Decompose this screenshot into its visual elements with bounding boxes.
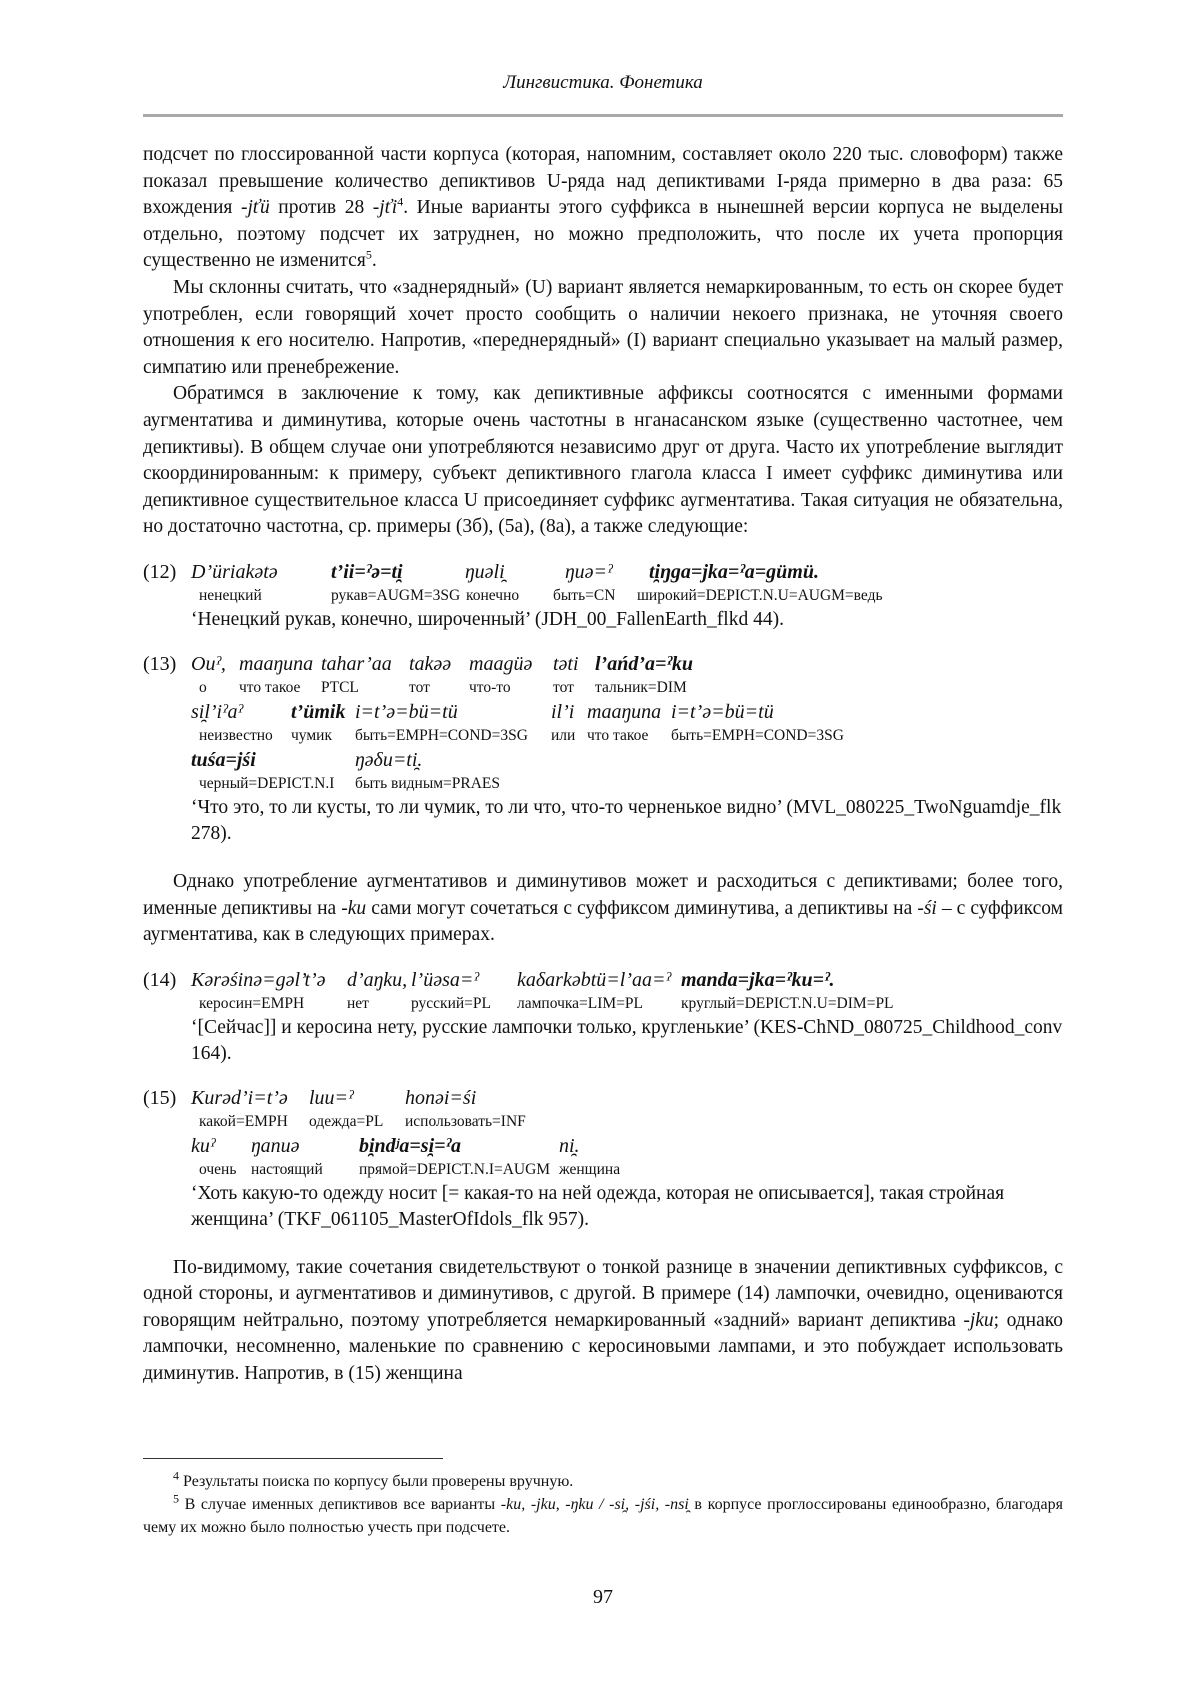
gloss: ненецкий <box>199 586 262 604</box>
example-word-bold: l’ańd’a=ˀku <box>595 652 694 675</box>
gloss: русский=PL <box>411 994 492 1012</box>
gloss: круглый=DEPICT.N.U=DIM=PL <box>681 994 894 1012</box>
translation: ‘[Сейчас]] и керосина нету, русские лампочки только, кругленькие’ (KES-ChND_080725_Childhood_conv 164). <box>191 1016 1063 1064</box>
gloss-line <box>143 677 1063 699</box>
example-12 <box>143 559 1063 633</box>
gloss-line <box>143 993 1063 1015</box>
footnote-ref-4[interactable]: 4 <box>397 194 404 209</box>
example-word: il’i <box>551 700 575 723</box>
gloss: о <box>199 678 207 696</box>
example-word: Kurəd’i=t’ə <box>191 1086 288 1109</box>
text-span: . <box>371 250 377 272</box>
footnote-5 <box>143 1493 1063 1539</box>
example-word: tahar’aa <box>321 652 392 675</box>
gloss: использовать=INF <box>405 1112 526 1130</box>
example-14 <box>143 967 1063 1067</box>
text-span: Однако употребление аугментативов и диминутивов может и расходиться с депиктивами; более того, именные депиктивы на <box>143 870 1063 919</box>
suffix-term: -jťü <box>240 197 270 219</box>
example-word: luu=ˀ <box>309 1086 354 1109</box>
text-span: подсчет по глоссированной части корпуса (которая, напомним, составляет около 220 тыс. словоформ) также показал превышение количество депиктивов U-ряда над депиктивами I-ряда примерно в два раза: 65 вхождения <box>143 144 1063 219</box>
paragraph-3: Обратимся в заключение к тому, как депиктивные аффиксы соотносятся с именными формами аугментатива и диминутива, которые очень частотны в нганасанском языке (существенно частотнее, чем депиктивы). В общем случае они употребляются независимо друг от друга. Часто их употребление выглядит скоординированным: к примеру, субъект депиктивного глагола класса I имеет суффикс диминутива или депиктивное существительное класса U присоединяет суффикс аугментатива. Такая ситуация не обязательна, но достаточно частотна, ср. примеры (3б), (5а), (8а), а также следующие: <box>143 383 1063 538</box>
gloss-line <box>143 585 1063 607</box>
footnote-mark: 4 <box>173 1468 179 1483</box>
gloss: неизвестно <box>199 726 273 744</box>
gloss: быть=EMPH=COND=3SG <box>671 726 844 744</box>
translation: ‘Что это, то ли кусты, то ли чумик, то ли что, что-то черненькое видно’ (MVL_080225_TwoNguamdje_flk 278). <box>191 796 1062 844</box>
example-word-bold: tuśa=jśi <box>191 748 256 771</box>
gloss: одежда=PL <box>309 1112 384 1130</box>
page-number: 97 <box>593 1586 613 1608</box>
paragraph-1 <box>143 142 1063 275</box>
gloss: лампочка=LIM=PL <box>517 994 644 1012</box>
example-word: honəi=śi <box>405 1086 477 1109</box>
gloss-line <box>143 725 1063 747</box>
example-word: kuˀ <box>191 1134 216 1157</box>
example-number: (15) <box>143 1086 177 1109</box>
gloss: тот <box>409 678 430 696</box>
gloss: рукав=AUGM=3SG <box>331 586 461 604</box>
suffix-term: -ku, -jku, -ŋku / -si̯, -jśi, -nsi̯ <box>500 1496 689 1513</box>
text-span: против 28 <box>269 197 373 219</box>
footnote-ref-5[interactable]: 5 <box>365 247 372 262</box>
example-word: kaδarkəbtü=l’aa=ˀ <box>517 968 671 991</box>
example-number: (14) <box>143 968 177 991</box>
example-15 <box>143 1085 1063 1233</box>
gloss: что такое <box>587 726 649 744</box>
example-word: i=t’ə=bü=tü <box>671 700 774 723</box>
footnote-text: Результаты поиска по корпусу были проверены вручную. <box>183 1473 574 1490</box>
example-word-bold: manda=jka=ˀku=ˀ. <box>681 968 835 991</box>
paragraph-4 <box>143 869 1063 949</box>
example-number: (13) <box>143 652 177 675</box>
example-word: d’aŋku, <box>347 968 408 991</box>
gloss: конечно <box>466 586 520 604</box>
paragraph-5 <box>143 1255 1063 1388</box>
example-line <box>143 747 1063 773</box>
example-word-bold: t’ii=ˀə=ti̯ <box>331 560 403 583</box>
example-line <box>143 699 1063 725</box>
gloss: прямой=DEPICT.N.I=AUGM <box>359 1160 551 1178</box>
suffix-term: -jku <box>963 1309 994 1331</box>
example-word: maagüə <box>469 652 533 675</box>
example-word-bold: ti̯ŋga=jka=ˀa=gümü. <box>649 560 819 583</box>
example-line <box>143 651 1063 677</box>
example-word-bold: bi̯ndʲa=si̯=ˀa <box>359 1134 462 1157</box>
gloss: настоящий <box>251 1160 323 1178</box>
example-word: təti <box>553 652 579 675</box>
example-word: maaŋuna <box>587 700 662 723</box>
gloss: или <box>551 726 576 744</box>
example-13 <box>143 651 1063 847</box>
example-word: ŋuə=ˀ <box>565 560 613 583</box>
example-word: Kərəśinə=gəl’t’ə <box>191 968 326 991</box>
text-span: ; однако лампочки, несомненно, маленькие по сравнению с керосиновыми лампами, и это побуждает использовать диминутив. Напротив, в (15) женщина <box>143 1309 1063 1385</box>
example-word: ni̯. <box>559 1134 580 1157</box>
example-word: D’üriakətə <box>191 560 278 583</box>
gloss: очень <box>199 1160 237 1178</box>
main-text <box>143 142 1063 1388</box>
gloss-line <box>143 773 1063 795</box>
translation: ‘Хоть какую-то одежду носит [= какая-то на ней одежда, которая не описывается], такая стройная женщина’ (TKF_061105_MasterOfIdols_flk 957). <box>191 1182 1005 1230</box>
translation: ‘Ненецкий рукав, конечно, широченный’ (JDH_00_FallenEarth_flkd 44). <box>191 608 784 630</box>
example-word-bold: t’ümik <box>291 700 346 723</box>
running-header: Лингвистика. Фонетика <box>503 72 703 93</box>
example-line <box>143 967 1063 993</box>
gloss: чумик <box>291 726 332 744</box>
gloss: широкий=DEPICT.N.U=AUGM=ведь <box>637 586 883 604</box>
gloss: PTCL <box>321 678 359 696</box>
gloss: женщина <box>559 1160 621 1178</box>
gloss: быть=CN <box>553 586 616 604</box>
example-word: l’üəsa=ˀ <box>411 968 479 991</box>
example-line <box>143 1133 1063 1159</box>
footnote-rule <box>143 1458 443 1459</box>
gloss: черный=DEPICT.N.I <box>199 774 335 792</box>
gloss: быть=EMPH=COND=3SG <box>355 726 528 744</box>
text-span: сами могут сочетаться с суффиксом диминутива, а депиктивы на <box>366 897 918 919</box>
suffix-term: -śi <box>917 897 937 919</box>
example-word: Ouˀ, <box>191 652 226 675</box>
footnote-mark: 5 <box>173 1491 179 1506</box>
gloss-line <box>143 1159 1063 1181</box>
suffix-term: -jťi <box>372 197 398 219</box>
footnote-text: В случае именных депиктивов все варианты <box>184 1496 501 1513</box>
example-word: ŋəδu=ti̯. <box>355 748 423 771</box>
example-number: (12) <box>143 560 177 583</box>
example-word: ŋuəli̯ <box>465 560 505 583</box>
example-word: takəə <box>409 652 452 675</box>
gloss: что такое <box>239 678 301 696</box>
gloss: керосин=EMPH <box>199 994 305 1012</box>
footnote-4 <box>143 1470 1063 1493</box>
suffix-term: -ku <box>341 897 367 919</box>
example-word: si̯l’iˀaˀ <box>191 700 243 723</box>
text-span: . Иные варианты этого суффикса в нынешней версии корпуса не выделены отдельно, поэтому подсчет их затруднен, но можно предположить, что после их учета пропорция существенно не изменится <box>143 197 1064 272</box>
example-line <box>143 559 1063 585</box>
gloss: какой=EMPH <box>199 1112 288 1130</box>
gloss-line <box>143 1111 1063 1133</box>
header-rule <box>143 114 1063 117</box>
gloss: что-то <box>469 678 511 696</box>
gloss: тот <box>553 678 574 696</box>
gloss: тальник=DIM <box>595 678 687 696</box>
gloss: быть видным=PRAES <box>355 774 501 792</box>
text-span: – с суффиксом аугментатива, как в следующих примерах. <box>143 897 1063 946</box>
example-word: ŋanuə <box>251 1134 300 1157</box>
text-span: По-видимому, такие сочетания свидетельствуют о тонкой разнице в значении депиктивных суффиксов, с одной стороны, и аугментативов и диминутивов, с другой. В примере (14) лампочки, очевидно, оцениваются говорящим нейтрально, поэтому употребляется немаркированный «задний» вариант депиктива <box>143 1256 1063 1331</box>
example-line <box>143 1085 1063 1111</box>
paragraph-2: Мы склонны считать, что «заднерядный» (U) вариант является немаркированным, то есть он скорее будет употреблен, если говорящий хочет просто сообщить о наличии некоего признака, не уточняя своего отношения к его носителю. Напротив, «переднерядный» (I) вариант специально указывает на малый размер, симпатию или пренебрежение. <box>143 276 1063 378</box>
example-word: i=t’ə=bü=tü <box>355 700 458 723</box>
example-word: maaŋuna <box>239 652 314 675</box>
footnote-text: в корпусе проглоссированы единообразно, благодаря чему их можно было полностью учесть при подсчете. <box>143 1496 1064 1536</box>
gloss: нет <box>347 994 369 1012</box>
footnotes <box>143 1470 1063 1539</box>
